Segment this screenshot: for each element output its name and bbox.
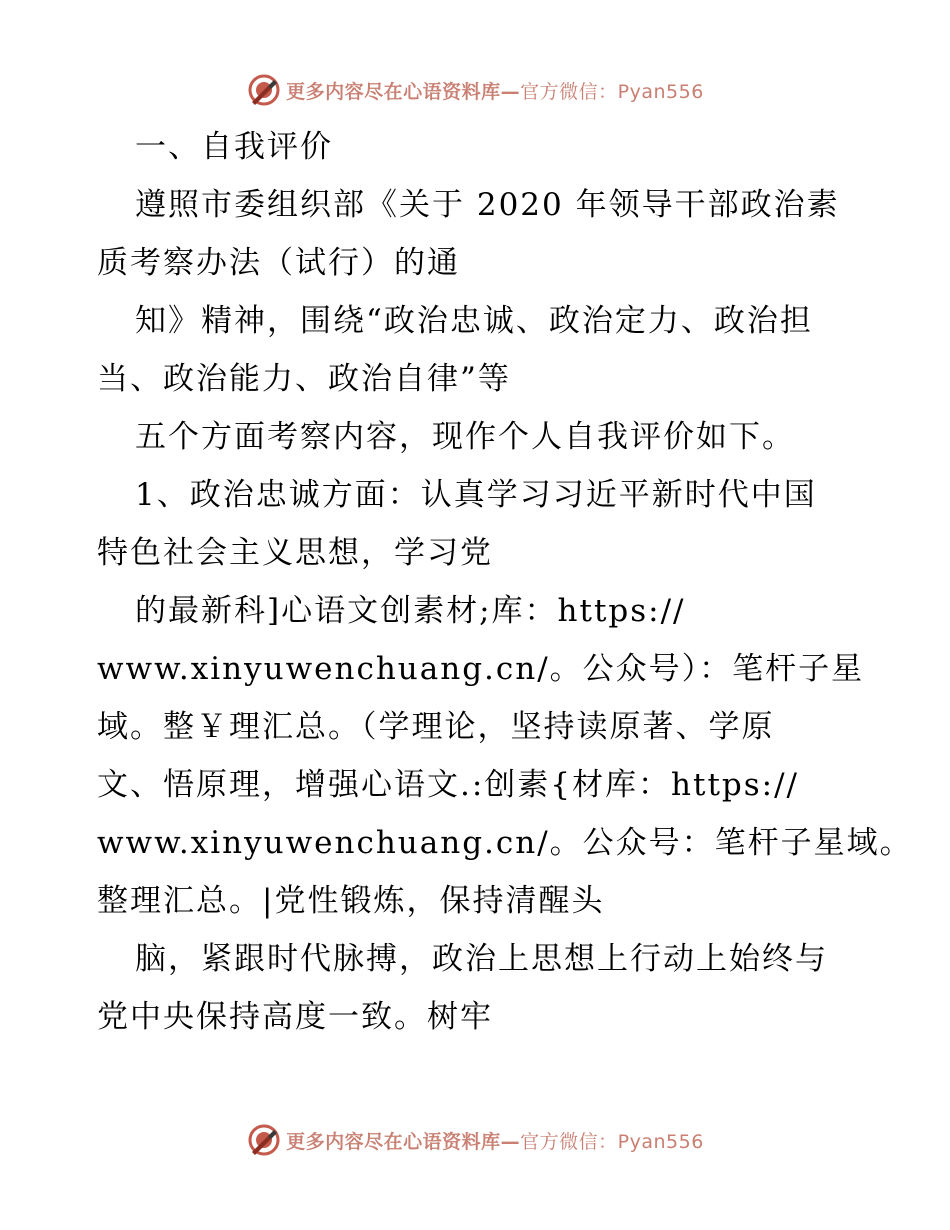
paragraph-line: 质考察办法（试行）的通 bbox=[97, 245, 460, 281]
paragraph-line: 党中央保持高度一致。树牢 bbox=[97, 999, 493, 1035]
pen-logo-icon bbox=[246, 72, 282, 108]
paragraph-line: 知》精神，围绕“政治忠诚、政治定力、政治担 bbox=[135, 303, 813, 339]
paragraph-line: 域。整￥理汇总。（学理论，坚持读原著、学原 bbox=[97, 709, 775, 745]
paragraph-line: 脑，紧跟时代脉搏，政治上思想上行动上始终与 bbox=[135, 941, 828, 977]
paragraph-line: 整理汇总。|党性锻炼，保持清醒头 bbox=[97, 883, 605, 919]
watermark-footer bbox=[0, 1120, 950, 1160]
paragraph-line: 五个方面考察内容，现作个人自我评价如下。 bbox=[135, 419, 795, 455]
watermark-main: 更多内容尽在心语资料库— bbox=[286, 1130, 521, 1153]
watermark-text bbox=[286, 1127, 704, 1154]
document-body bbox=[97, 118, 913, 1046]
paragraph-line: www.xinyuwenchuang.cn/。公众号：笔杆子星域。 bbox=[97, 825, 913, 861]
pen-logo-icon bbox=[246, 1122, 282, 1158]
watermark-text bbox=[286, 77, 704, 104]
paragraph-line: 的最新科]心语文创素材;库：https:// bbox=[135, 593, 686, 629]
watermark-contact: 官方微信：Pyan556 bbox=[520, 80, 704, 103]
paragraph-line: 文、悟原理，增强心语文.:创素{材库：https:// bbox=[97, 767, 799, 803]
paragraph-line: 当、政治能力、政治自律”等 bbox=[97, 361, 511, 397]
watermark-header bbox=[0, 70, 950, 110]
paragraph-line: 1、政治忠诚方面：认真学习习近平新时代中国 bbox=[135, 477, 817, 513]
watermark-contact: 官方微信：Pyan556 bbox=[520, 1130, 704, 1153]
paragraph-line: 特色社会主义思想，学习党 bbox=[97, 535, 493, 571]
watermark-main: 更多内容尽在心语资料库— bbox=[286, 80, 521, 103]
section-heading: 一、自我评价 bbox=[135, 129, 333, 165]
paragraph-line: 遵照市委组织部《关于 2020 年领导干部政治素 bbox=[135, 187, 840, 223]
paragraph-line: www.xinyuwenchuang.cn/。公众号）：笔杆子星 bbox=[97, 651, 865, 687]
